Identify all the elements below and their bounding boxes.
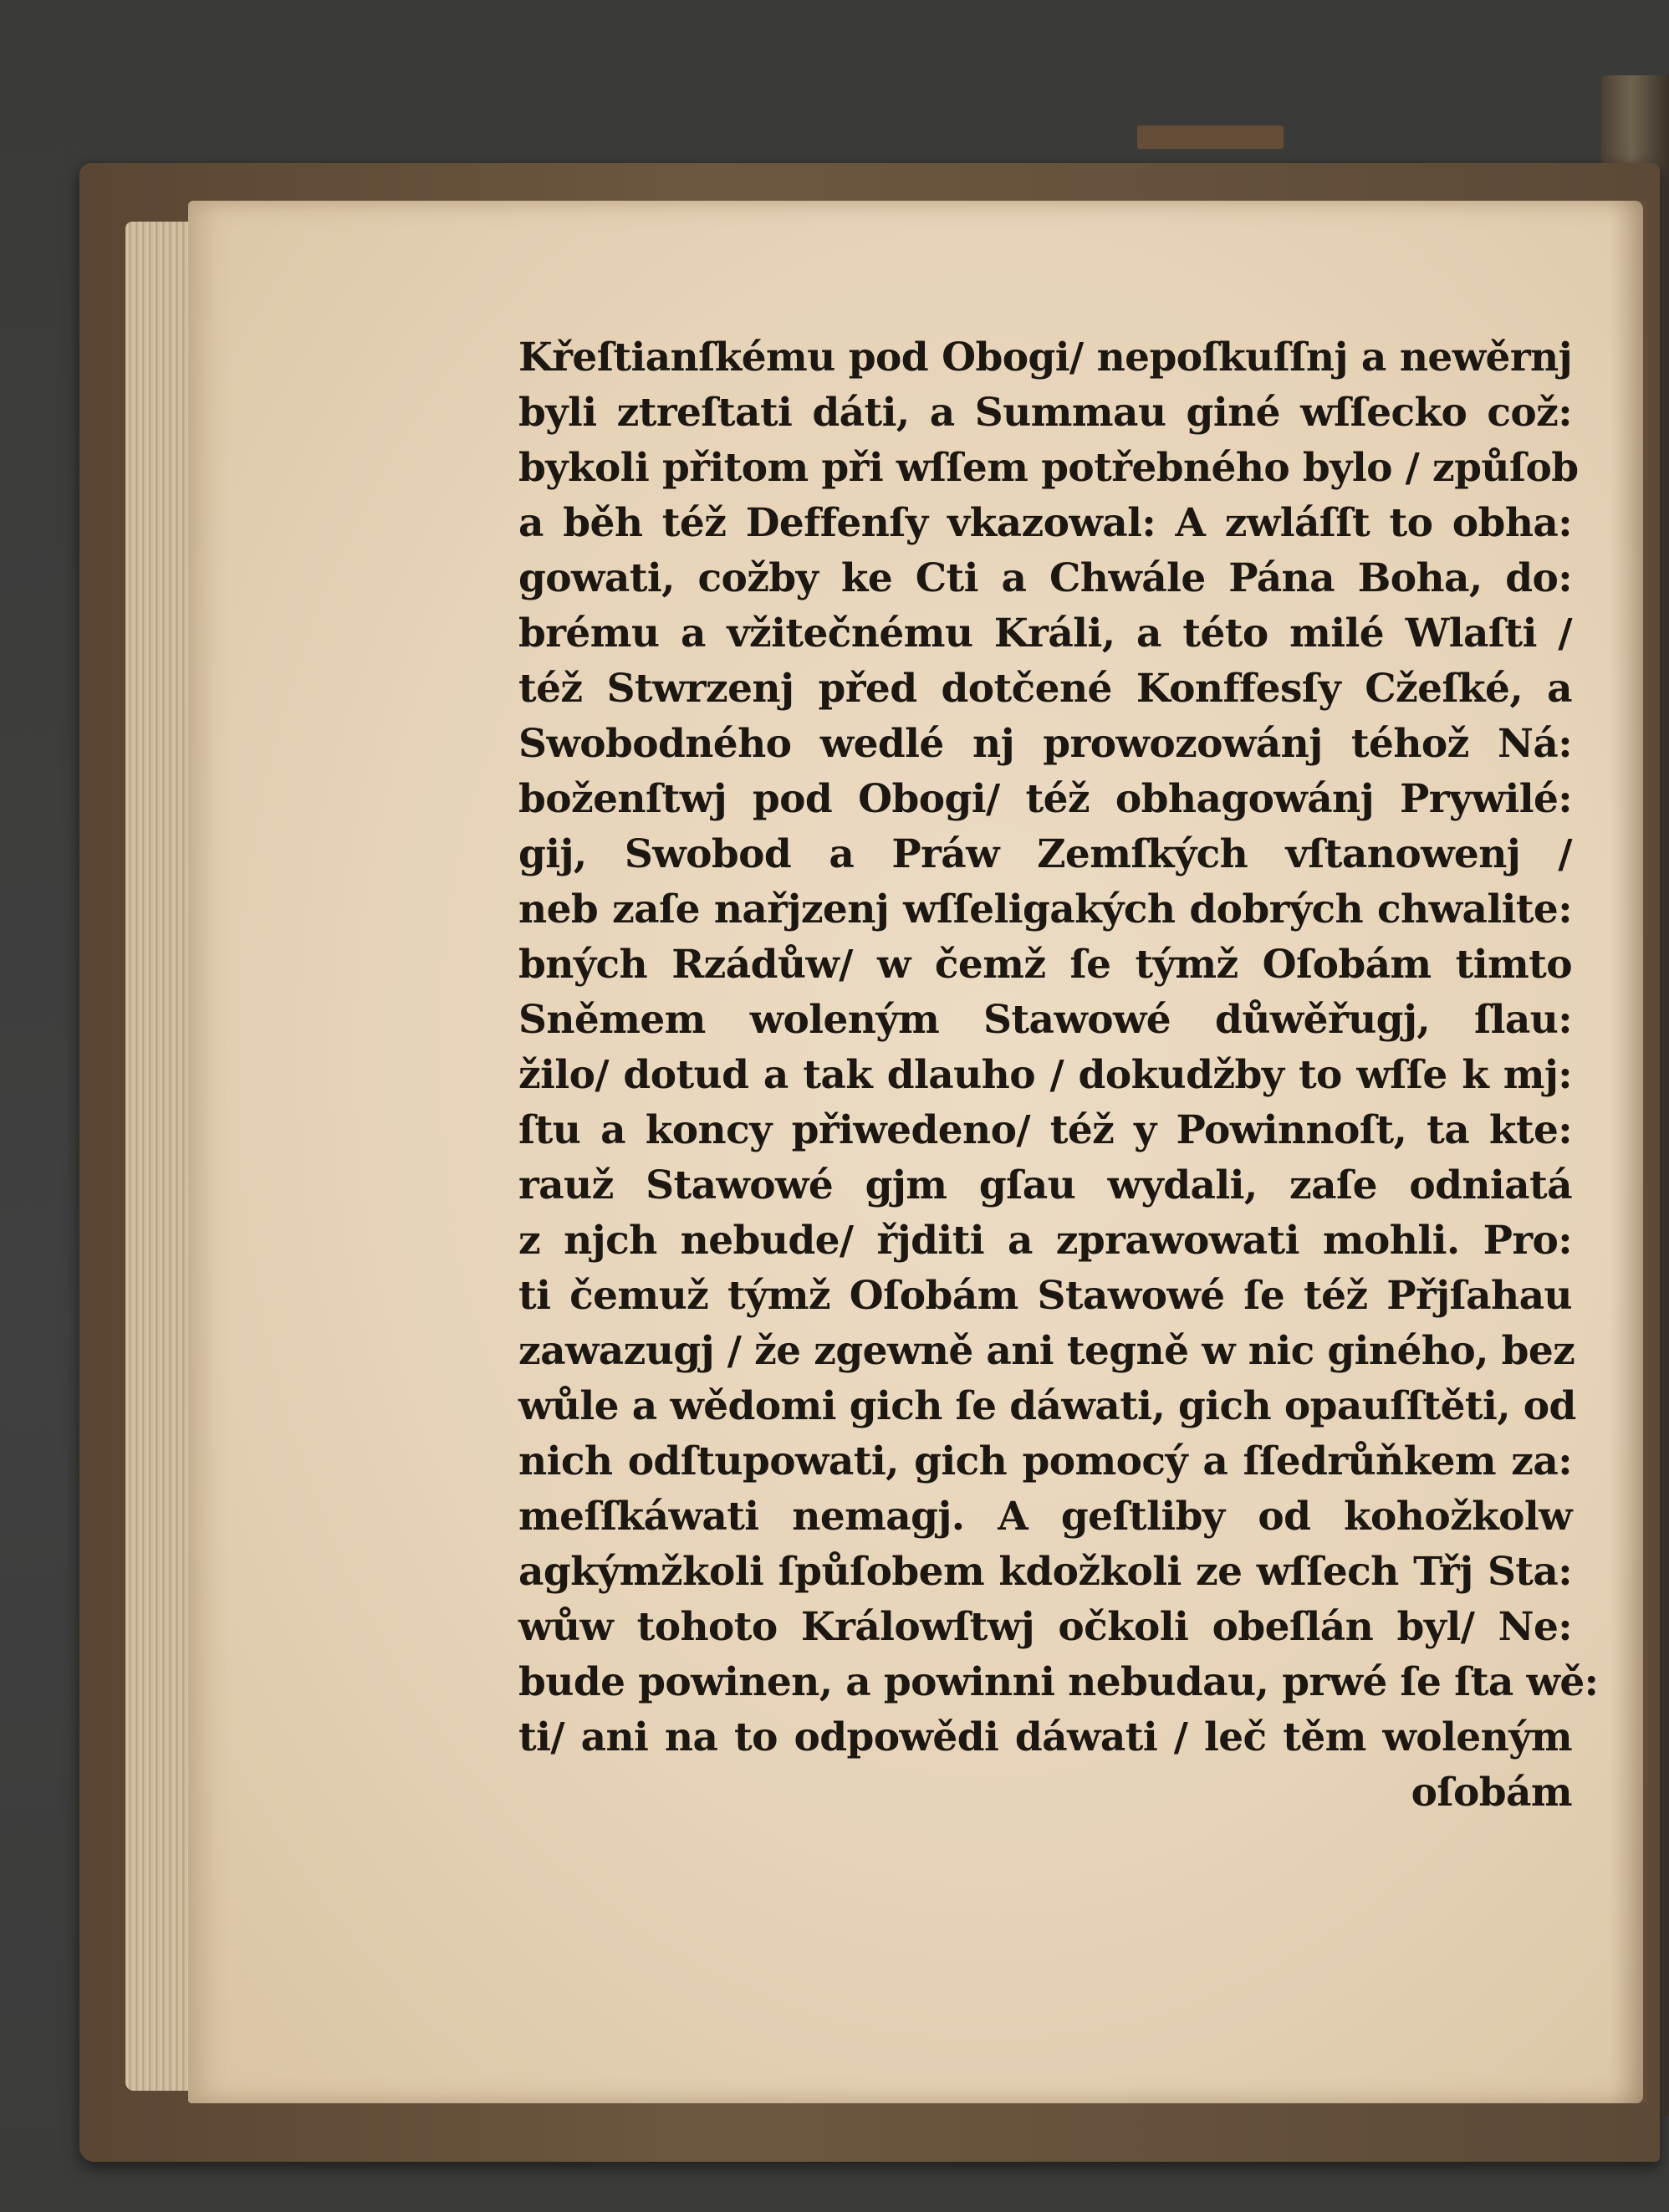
text-line: boženſtwj pod Obogi/ též obhagowánj Prywilé: xyxy=(518,776,1572,822)
text-line: bných Rzádůw/ w čemž ſe týmž Oſobám timto xyxy=(518,942,1572,988)
page-gutter xyxy=(1610,201,1647,2103)
text-line: ti čemuž týmž Oſobám Stawowé ſe též Přjſahau xyxy=(518,1273,1572,1319)
text-line: wůle a wědomi gich ſe dáwati, gich opauſſtěti, od xyxy=(518,1383,1576,1429)
page-text xyxy=(518,330,1599,1821)
text-line: agkýmžkoli ſpůſobem kdožkoli ze wſſech Třj Sta: xyxy=(518,1549,1572,1595)
text-line: bykoli přitom při wſſem potřebného bylo / způſob xyxy=(518,445,1579,491)
cover-edge-mark xyxy=(1137,125,1284,149)
text-line: gowati, cožby ke Cti a Chwále Pána Boha, do: xyxy=(518,555,1572,601)
text-line: nich odſtupowati, gich pomocý a ſſedrůňkem za: xyxy=(518,1438,1572,1484)
text-line: žilo/ dotud a tak dlauho / dokudžby to wſſe k mj: xyxy=(518,1052,1572,1098)
text-line: též Stwrzenj před dotčené Konffesſy Cžeſké, a xyxy=(518,666,1572,712)
text-line: zawazugj / že zgewně ani tegně w nic giného, bez xyxy=(518,1328,1575,1374)
text-line: a běh též Deffenſy vkazowal: A zwláſſt to obha: xyxy=(518,500,1572,546)
text-line: Křeſtianſkému pod Obogi/ nepoſkuſſnj a newěrnj xyxy=(518,335,1572,381)
text-line: rauž Stawowé gjm gſau wydali, zaſe odniatá xyxy=(518,1162,1572,1208)
text-line: ti/ ani na to odpowědi dáwati / leč těm woleným xyxy=(518,1714,1572,1760)
text-line: brému a vžitečnému Králi, a této milé Wlaſti / xyxy=(518,610,1572,656)
text-line: z njch nebude/ řjditi a zprawowati mohli. Pro: xyxy=(518,1218,1572,1264)
text-line: neb zaſe nařjzenj wſſeligakých dobrých chwalite: xyxy=(518,886,1572,932)
text-line: Swobodného wedlé nj prowozowánj téhož Ná: xyxy=(518,721,1572,767)
text-line: ſtu a koncy přiwedeno/ též y Powinnoſt, ta kte: xyxy=(518,1107,1572,1153)
catchword: oſobám xyxy=(1411,1770,1572,1816)
text-line: byli ztreſtati dáti, a Summau giné wſſecko což: xyxy=(518,390,1572,436)
text-line: bude powinen, a powinni nebudau, prwé ſe ſta wě: xyxy=(518,1659,1599,1705)
text-line: Sněmem woleným Stawowé důwěřugj, ſlau: xyxy=(518,997,1572,1043)
text-line: meſſkáwati nemagj. A geſtliby od kohožkolw xyxy=(518,1494,1572,1540)
text-line: gij, Swobod a Práw Zemſkých vſtanowenj / xyxy=(518,831,1572,877)
text-line: wůw tohoto Králowſtwj očkoli obeſlán byl/ Ne: xyxy=(518,1604,1572,1650)
